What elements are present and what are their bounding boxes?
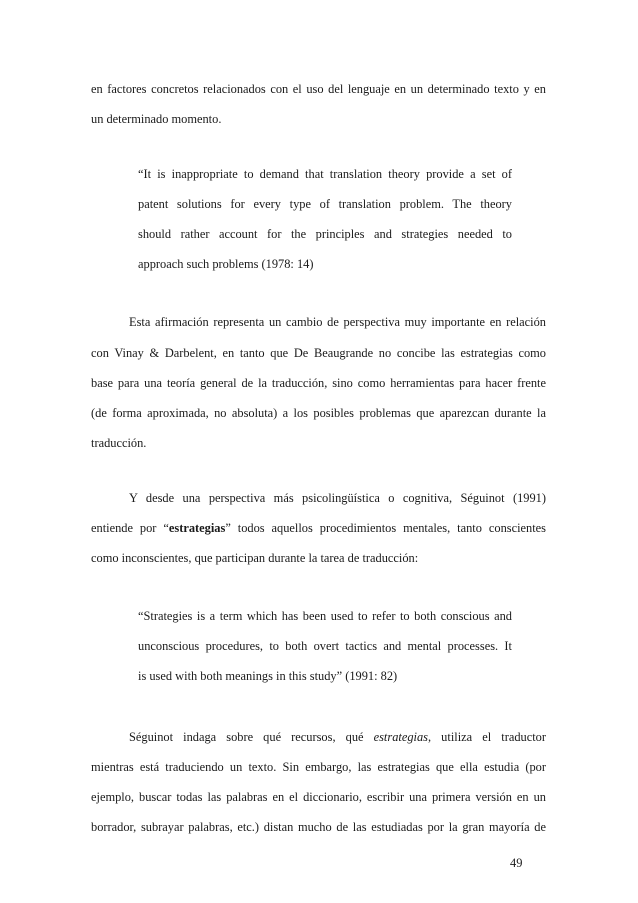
body-text-line: traducción. — [91, 436, 147, 450]
body-text-line: base para una teoría general de la traducción, sino como herramientas para hacer frente — [91, 376, 546, 390]
bold-term: estrategias — [168, 521, 226, 535]
body-text-line: mientras está traduciendo un texto. Sin embargo, las estrategias que ella estudia (por — [91, 760, 546, 774]
text-run: , utiliza el traductor — [428, 730, 546, 744]
body-text-line: en factores concretos relacionados con el uso del lenguaje en un determinado texto y en — [91, 82, 546, 96]
quote-line: unconscious procedures, to both overt tactics and mental processes. It — [138, 639, 512, 653]
body-text-line: ejemplo, buscar todas las palabras en el diccionario, escribir una primera versión en un — [91, 790, 546, 804]
body-text-line: Esta afirmación representa un cambio de perspectiva muy importante en relación — [129, 315, 546, 329]
quote-line: approach such problems (1978: 14) — [138, 257, 314, 271]
body-text-line: con Vinay & Darbelent, en tanto que De Beaugrande no concibe las estrategias como — [91, 346, 546, 360]
body-text-line: borrador, subrayar palabras, etc.) distan mucho de las estudiadas por la gran mayoría de — [91, 820, 546, 834]
quote-line: should rather account for the principles and strategies needed to — [138, 227, 512, 241]
quote-line: “It is inappropriate to demand that translation theory provide a set of — [138, 167, 512, 181]
body-text-line: (de forma aproximada, no absoluta) a los posibles problemas que aparezcan durante la — [91, 406, 546, 420]
text-run: ” todos aquellos procedimientos mentales, tanto conscientes — [225, 521, 546, 535]
body-text-line: Y desde una perspectiva más psicolingüística o cognitiva, Séguinot (1991) — [129, 491, 546, 505]
text-run: entiende por “ — [91, 521, 169, 535]
quote-line: “Strategies is a term which has been used to refer to both conscious and — [138, 609, 512, 623]
text-run: Séguinot indaga sobre qué recursos, qué — [129, 730, 374, 744]
body-text-line — [91, 520, 546, 536]
body-text-line: como inconscientes, que participan durante la tarea de traducción: — [91, 551, 419, 565]
quote-line: patent solutions for every type of translation problem. The theory — [138, 197, 512, 211]
quote-line: is used with both meanings in this study” (1991: 82) — [138, 669, 398, 683]
page-number: 49 — [510, 856, 523, 870]
body-text-line: un determinado momento. — [91, 112, 222, 126]
body-text-line — [129, 729, 546, 745]
italic-term: estrategias — [373, 730, 428, 744]
